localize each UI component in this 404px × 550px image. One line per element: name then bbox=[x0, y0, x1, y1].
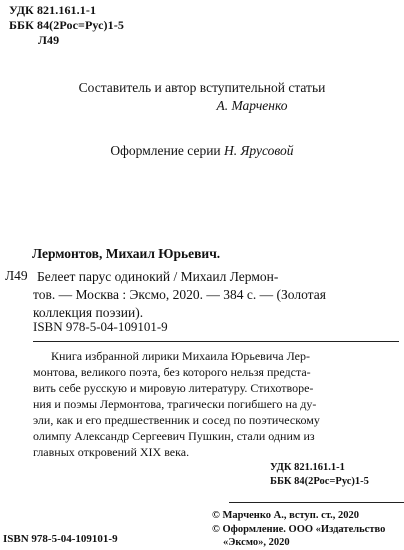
entry-line: тов. — Москва : Эксмо, 2020. — 384 с. — (Золотая bbox=[33, 287, 326, 302]
compiler-name: А. Марченко bbox=[216, 98, 288, 113]
annotation-line: олимпу Александр Сергеевич Пушкин, стали одним из bbox=[33, 429, 315, 443]
annotation-line: ния и поэмы Лермонтова, трагически погибшего на ду- bbox=[33, 397, 317, 411]
bbk-code: ББК 84(2Рос=Рус)1-5 bbox=[9, 18, 124, 32]
entry-line: Белеет парус одинокий / Михаил Лермон- bbox=[37, 269, 279, 284]
annotation-line: Книга избранной лирики Михаила Юрьевича Лер- bbox=[51, 349, 310, 363]
compiler-line: Составитель и автор вступительной статьи bbox=[78, 80, 326, 95]
design-label: Оформление серии bbox=[110, 143, 221, 158]
entry-line: коллекция поэзии). bbox=[33, 305, 144, 320]
footer-udk: УДК 821.161.1-1 bbox=[270, 462, 345, 473]
catalog-entry bbox=[33, 268, 393, 322]
annotation-line: вить себе русскую и мировую литературу. Стихотворе- bbox=[33, 381, 314, 395]
copyright-block bbox=[212, 509, 385, 550]
footer-divider bbox=[229, 502, 404, 503]
catalog-mark: Л49 bbox=[5, 268, 28, 283]
divider bbox=[33, 341, 399, 342]
udk-code: УДК 821.161.1-1 bbox=[9, 3, 97, 17]
catalog-isbn: ISBN 978-5-04-109101-9 bbox=[33, 319, 168, 334]
annotation-line: главных откровений XIX века. bbox=[33, 445, 190, 459]
design-name: Н. Ярусовой bbox=[224, 143, 294, 158]
author-mark: Л49 bbox=[38, 33, 60, 47]
annotation bbox=[33, 348, 320, 460]
design-credit bbox=[0, 142, 404, 160]
copyright-line: © Марченко А., вступ. ст., 2020 bbox=[212, 510, 360, 521]
catalog-author: Лермонтов, Михаил Юрьевич. bbox=[32, 246, 221, 261]
compiler-credit bbox=[0, 79, 404, 115]
copyright-line: «Эксмо», 2020 bbox=[223, 537, 290, 548]
footer-codes bbox=[270, 461, 369, 489]
classification-codes bbox=[9, 3, 124, 48]
annotation-line: монтова, великого поэта, без которого нельзя предста- bbox=[33, 365, 311, 379]
footer-isbn: ISBN 978-5-04-109101-9 bbox=[3, 533, 118, 545]
copyright-line: © Оформление. ООО «Издательство bbox=[212, 523, 386, 535]
annotation-line: эли, как и его предшественник и сосед по поэтическому bbox=[33, 413, 320, 427]
footer-bbk: ББК 84(2Рос=Рус)1-5 bbox=[270, 476, 369, 487]
